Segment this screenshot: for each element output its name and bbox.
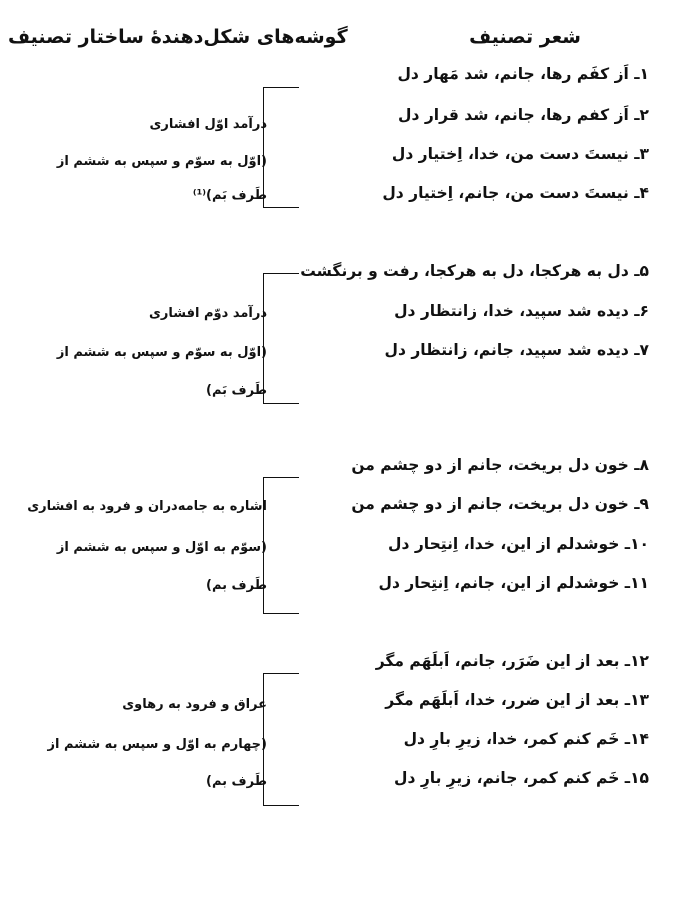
section-4-desc-line-3: طَرف بم): [206, 774, 267, 789]
poem-line-7: ۷ـ دیده شد سپید، جانم، زانتظار دل: [384, 341, 649, 359]
poem-line-6: ۶ـ دیده شد سپید، خدا، زانتظار دل: [394, 302, 649, 320]
gushe-column-header: گوشه‌های شکل‌دهندهٔ ساختار تصنیف: [8, 26, 348, 48]
poem-line-9: ۹ـ خون دل بریخت، جانم از دو چشم من: [351, 495, 649, 513]
poem-line-12: ۱۲ـ بعد از این ضَرَر، جانم، اَبلَهَم مگر: [375, 652, 649, 670]
poem-line-10: ۱۰ـ خوشدلم از این، خدا، اِنتِحار دل: [388, 535, 649, 553]
section-4-desc-line-1: عراق و فرود به رهاوی: [122, 697, 267, 712]
section-1-desc-line-3: طَرف بَم)⁽¹⁾: [192, 188, 267, 203]
section-2-desc-line-2: (اوّل به سوّم و سپس به ششم از: [56, 345, 267, 360]
bracket-section-1: [263, 87, 299, 208]
section-2-desc-line-3: طَرف بَم): [206, 383, 267, 398]
poem-line-8: ۸ـ خون دل بریخت، جانم از دو چشم من: [351, 456, 649, 474]
poem-line-11: ۱۱ـ خوشدلم از این، جانم، اِنتِحار دل: [378, 574, 649, 592]
poem-line-2: ۲ـ اَز کفم رها، جانم، شد قرار دل: [398, 106, 649, 124]
section-3-desc-line-2: (سوّم به اوّل و سپس به ششم از: [56, 540, 267, 555]
section-3-desc-line-3: طَرف بم): [206, 578, 267, 593]
poem-line-4: ۴ـ نیستَ دست من، جانم، اِختیار دل: [382, 184, 649, 202]
poem-line-3: ۳ـ نیستَ دست من، خدا، اِختیار دل: [391, 145, 649, 163]
poem-line-1: ۱ـ اَز کفَم رها، جانم، شد مَهار دل: [397, 65, 649, 83]
bracket-section-3: [263, 477, 299, 614]
poem-line-13: ۱۳ـ بعد از این ضرر، خدا، اَبلَهَم مگر: [385, 691, 649, 709]
poem-line-15: ۱۵ـ خَم کنم کمر، جانم، زیرِ بارِ دل: [394, 769, 649, 787]
section-2-desc-line-1: درآمد دوّم افشاری: [149, 306, 267, 321]
bracket-section-4: [263, 673, 299, 806]
section-4-desc-line-2: (چهارم به اوّل و سپس به ششم از: [47, 737, 267, 752]
section-3-desc-line-1: اشاره به جامه‌دران و فرود به افشاری: [27, 499, 267, 514]
poem-line-5: ۵ـ دل به هرکجا، دل به هرکجا، رفت و برنگشت: [300, 262, 649, 280]
bracket-section-2: [263, 273, 299, 404]
poem-column-header: شعر تصنیف: [469, 26, 581, 48]
poem-line-14: ۱۴ـ خَم کنم کمر، خدا، زیرِ بارِ دل: [403, 730, 649, 748]
section-1-desc-line-2: (اوّل به سوّم و سپس به ششم از: [56, 154, 267, 169]
section-1-desc-line-1: درآمد اوّل افشاری: [149, 117, 267, 132]
